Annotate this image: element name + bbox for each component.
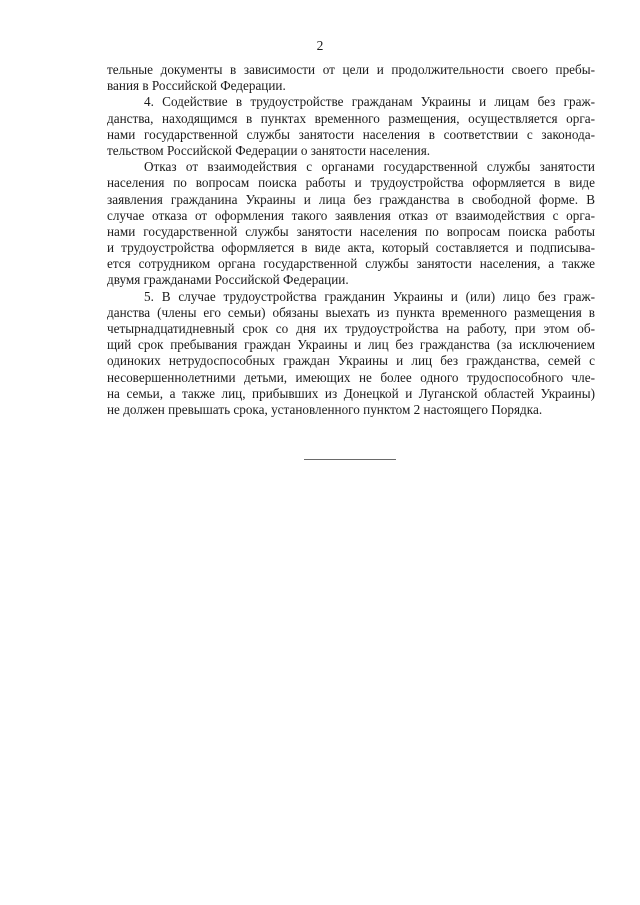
paragraph-refusal [107,159,595,289]
text-line: данства (члены его семьи) обязаны выехать из пункта временного размещения в [107,304,595,320]
paragraph-item-4 [107,94,595,159]
text-line: 4. Содействие в трудоустройстве гражданам Украины и лицам без граж- [144,94,595,110]
text-line: случае отказа от оформления такого заявления отказ от взаимодействия с орга- [107,207,595,223]
text-line: данства, находящимся в пунктах временного размещения, осуществляется орга- [107,110,595,126]
text-line: 5. В случае трудоустройства гражданин Украины и (или) лицо без граж- [144,288,595,304]
text-line: не должен превышать срока, установленного пунктом 2 настоящего Порядка. [107,401,543,417]
paragraph-continuation [107,62,595,94]
text-line: вания в Российской Федерации. [107,78,286,94]
text-line: четырнадцатидневный срок со дня их трудоустройства на работу, при этом об- [107,321,595,336]
text-line: несовершеннолетними детьми, имеющих не более одного трудоспособного чле- [107,369,595,385]
text-line: нами государственной службы занятости населения по вопросам поиска работы [107,223,595,239]
page-number: 2 [316,38,324,53]
text-line: тельные документы в зависимости от цели и продолжительности своего пребы- [107,62,595,77]
text-line: ется сотрудником органа государственной службы занятости населения, а также [107,256,595,272]
text-line: населения по вопросам поиска работы и трудоустройства оформляется в виде [107,175,595,191]
text-line: заявления гражданина Украины и лица без гражданства в свободной форме. В [107,191,595,207]
text-line: тельством Российской Федерации о занятости населения. [107,142,431,158]
text-line: щий срок пребывания граждан Украины и лиц без гражданства (за исключением [107,337,595,353]
text-line: нами государственной службы занятости населения в соответствии с законода- [107,126,595,142]
text-line: одиноких нетрудоспособных граждан Украины и лиц без гражданства, семей с [107,353,595,369]
text-line: Отказ от взаимодействия с органами государственной службы занятости [144,159,595,175]
text-line: на семьи, а также лиц, прибывших из Донецкой и Луганской областей Украины) [107,385,595,401]
text-line: двумя гражданами Российской Федерации. [107,272,349,288]
document-body [107,62,595,418]
text-line: и трудоустройства оформляется в виде акта, который составляется и подписыва- [107,240,595,256]
paragraph-item-5 [107,289,595,419]
end-separator-line [304,459,396,460]
